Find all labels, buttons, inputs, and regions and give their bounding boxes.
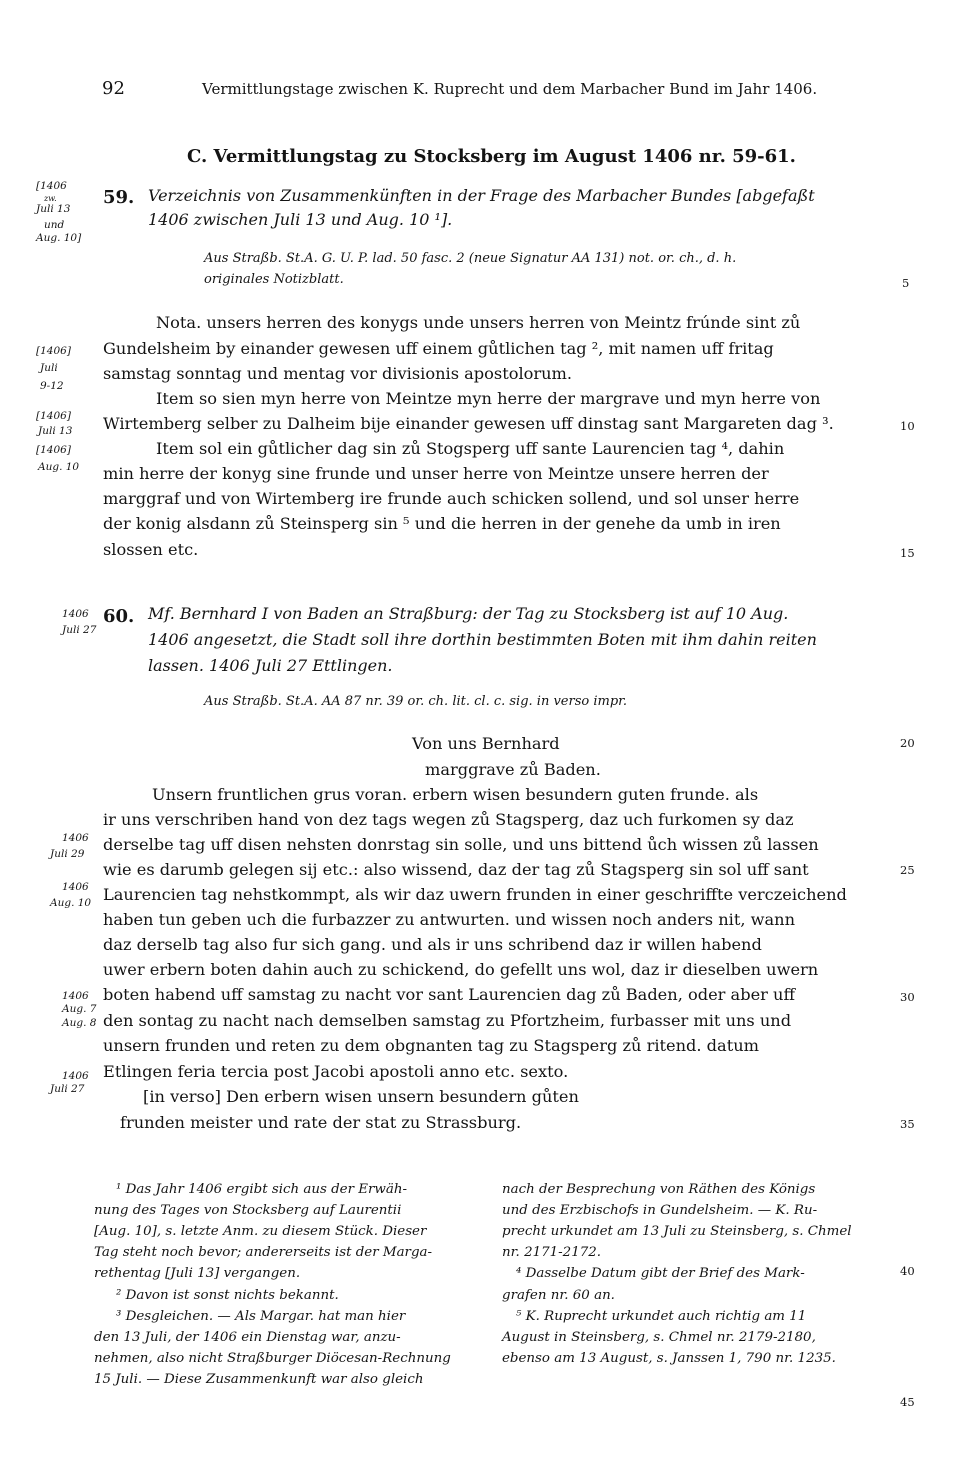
address-line: frunden meister und rate der stat zu Strassburg. xyxy=(120,1113,522,1132)
source-line: originales Notizblatt. xyxy=(204,272,344,287)
margin-date: 9-12 xyxy=(40,380,64,392)
margin-date: Aug. 10] xyxy=(36,232,82,244)
footnote-line: grafen nr. 60 an. xyxy=(502,1288,615,1303)
margin-date: 1406 xyxy=(62,881,89,893)
footnote-line: ⁴ Dasselbe Datum gibt der Brief des Mark- xyxy=(516,1266,805,1281)
line-number: 10 xyxy=(900,419,915,433)
entry-heading-line: 1406 zwischen Juli 13 und Aug. 10 ¹]. xyxy=(148,210,453,229)
body-line: Item so sien myn herre von Meintze myn herre der margrave und myn herre von xyxy=(156,389,821,408)
body-line: ir uns verschriben hand von dez tags wegen zů Stagsperg, daz uch furkomen sy daz xyxy=(103,810,794,829)
entry-heading-line: 1406 angesetzt, die Stadt soll ihre dorthin bestimmten Boten mit ihm dahin reiten xyxy=(148,630,817,649)
page-number: 92 xyxy=(102,78,125,99)
entry-heading-line: lassen. 1406 Juli 27 Ettlingen. xyxy=(148,656,393,675)
footnote-line: nach der Besprechung von Räthen des Königs xyxy=(502,1182,816,1197)
margin-date: [1406] xyxy=(36,444,71,456)
margin-date: Juli 13 xyxy=(36,203,71,215)
body-line: samstag sonntag und mentag vor divisionis apostolorum. xyxy=(103,364,573,383)
footnote-line: nr. 2171-2172. xyxy=(502,1245,602,1260)
footnote-line: nung des Tages von Stocksberg auf Laurentii xyxy=(94,1203,402,1218)
footnote-line: [Aug. 10], s. letzte Anm. zu diesem Stück. Dieser xyxy=(94,1224,427,1239)
body-line: der konig alsdann zů Steinsperg sin ⁵ und die herren in der genehe da umb in iren xyxy=(103,514,781,533)
margin-date: Aug. 7 xyxy=(62,1003,97,1015)
margin-date: [1406] xyxy=(36,345,71,357)
entry-number: 59. xyxy=(103,187,135,208)
body-line: den sontag zu nacht nach demselben samstag zu Pfortzheim, furbasser mit uns und xyxy=(103,1011,792,1030)
line-number: 25 xyxy=(900,863,915,877)
footnote-line: ² Davon ist sonst nichts bekannt. xyxy=(116,1288,339,1303)
section-heading: C. Vermittlungstag zu Stocksberg im August 1406 nr. 59-61. xyxy=(187,146,796,167)
body-line: unsern frunden und reten zu dem obgnanten tag zu Stagsperg zů ritend. datum xyxy=(103,1036,759,1055)
margin-date: Juli xyxy=(40,362,58,374)
footnote-line: ebenso am 13 August, s. Janssen 1, 790 nr. 1235. xyxy=(502,1351,836,1366)
margin-date: 1406 xyxy=(62,608,89,620)
margin-date: [1406] xyxy=(36,410,71,422)
body-line: haben tun geben uch die furbazzer zu antwurten. und wissen noch anders nit, wann xyxy=(103,910,795,929)
margin-date: Juli 29 xyxy=(50,848,85,860)
footnote-line: und des Erzbischofs in Gundelsheim. — K. Ru- xyxy=(502,1203,818,1218)
footnote-line: rethentag [Juli 13] vergangen. xyxy=(94,1266,301,1281)
body-line: slossen etc. xyxy=(103,540,199,559)
margin-date: Aug. 8 xyxy=(62,1017,97,1029)
margin-date: 1406 xyxy=(62,990,89,1002)
body-line: Laurencien tag nehstkommpt, als wir daz uwern frunden in einer geschriffte verczeichend xyxy=(103,885,847,904)
line-number: 15 xyxy=(900,546,915,560)
body-line: Wirtemberg selber zu Dalheim bije einander gewesen uff dinstag sant Margareten dag ³. xyxy=(103,414,834,433)
footnote-line: August in Steinsberg, s. Chmel nr. 2179-2180, xyxy=(502,1330,816,1345)
entry-number: 60. xyxy=(103,606,135,627)
body-line: Nota. unsers herren des konygs unde unsers herren von Meintz frúnde sint zů xyxy=(156,313,801,332)
footnote-line: precht urkundet am 13 Juli zu Steinsberg, s. Chmel xyxy=(502,1224,852,1239)
margin-date: Juli 13 xyxy=(38,425,73,437)
margin-date: zw. xyxy=(44,194,57,203)
footnote-line: Tag steht noch bevor; andererseits ist der Marga- xyxy=(94,1245,433,1260)
source-line: Aus Straßb. St.A. G. U. P. lad. 50 fasc. 2 (neue Signatur AA 131) not. or. ch., d. h. xyxy=(204,251,737,266)
running-title: Vermittlungstage zwischen K. Ruprecht und dem Marbacher Bund im Jahr 1406. xyxy=(202,80,818,98)
salutation-line: Von uns Bernhard xyxy=(412,734,560,753)
margin-date: [1406 xyxy=(36,180,67,192)
body-line: boten habend uff samstag zu nacht vor sant Laurencien dag zů Baden, oder aber uff xyxy=(103,985,795,1004)
body-line: derselbe tag uff disen nehsten donrstag sin solle, und uns bittend ůch wissen zů lassen xyxy=(103,835,819,854)
line-number: 30 xyxy=(900,990,915,1004)
body-line: daz derselb tag also fur sich gang. und als ir uns schribend daz ir willen habend xyxy=(103,935,762,954)
body-line: wie es darumb gelegen sij etc.: also wissend, daz der tag zů Stagsperg sin sol uff sant xyxy=(103,860,809,879)
footnote-line: 15 Juli. — Diese Zusammenkunft war also gleich xyxy=(94,1372,424,1387)
body-line: marggraf und von Wirtemberg ire frunde auch schicken sollend, und sol unser herre xyxy=(103,489,800,508)
footnote-line: ¹ Das Jahr 1406 ergibt sich aus der Erwäh- xyxy=(116,1182,408,1197)
body-line: min herre der konyg sine frunde und unser herre von Meintze unsere herren der xyxy=(103,464,769,483)
body-line: Etlingen feria tercia post Jacobi apostoli anno etc. sexto. xyxy=(103,1062,569,1081)
line-number: 20 xyxy=(900,736,915,750)
footnote-line: den 13 Juli, der 1406 ein Dienstag war, anzu- xyxy=(94,1330,401,1345)
margin-date: Juli 27 xyxy=(50,1083,85,1095)
line-number: 40 xyxy=(900,1264,915,1278)
margin-date: 1406 xyxy=(62,832,89,844)
body-line: uwer erbern boten dahin auch zu schickend, do gefellt uns wol, daz ir dieselben uwern xyxy=(103,960,819,979)
salutation-line: marggrave zů Baden. xyxy=(425,760,601,779)
margin-date: 1406 xyxy=(62,1070,89,1082)
footnote-line: nehmen, also nicht Straßburger Diöcesan-Rechnung xyxy=(94,1351,451,1366)
footnote-line: ⁵ K. Ruprecht urkundet auch richtig am 11 xyxy=(516,1309,807,1324)
margin-date: und xyxy=(44,219,65,231)
address-line: [in verso] Den erbern wisen unsern besundern gůten xyxy=(143,1087,579,1106)
line-number: 5 xyxy=(902,276,910,290)
source-line: Aus Straßb. St.A. AA 87 nr. 39 or. ch. lit. cl. c. sig. in verso impr. xyxy=(204,694,628,709)
margin-date: Aug. 10 xyxy=(50,897,92,909)
entry-heading-line: Verzeichnis von Zusammenkünften in der Frage des Marbacher Bundes [abgefaßt xyxy=(148,186,815,205)
line-number: 35 xyxy=(900,1117,915,1131)
footnote-line: ³ Desgleichen. — Als Margar. hat man hier xyxy=(116,1309,406,1324)
body-line: Item sol ein gůtlicher dag sin zů Stogsperg uff sante Laurencien tag ⁴, dahin xyxy=(156,439,785,458)
margin-date: Juli 27 xyxy=(62,624,97,636)
line-number: 45 xyxy=(900,1395,915,1409)
margin-date: Aug. 10 xyxy=(38,461,80,473)
entry-heading-line: Mf. Bernhard I von Baden an Straßburg: der Tag zu Stocksberg ist auf 10 Aug. xyxy=(148,604,789,623)
body-line: Gundelsheim by einander gewesen uff einem gůtlichen tag ², mit namen uff fritag xyxy=(103,339,774,358)
body-line: Unsern fruntlichen grus voran. erbern wisen besundern guten frunde. als xyxy=(152,785,759,804)
